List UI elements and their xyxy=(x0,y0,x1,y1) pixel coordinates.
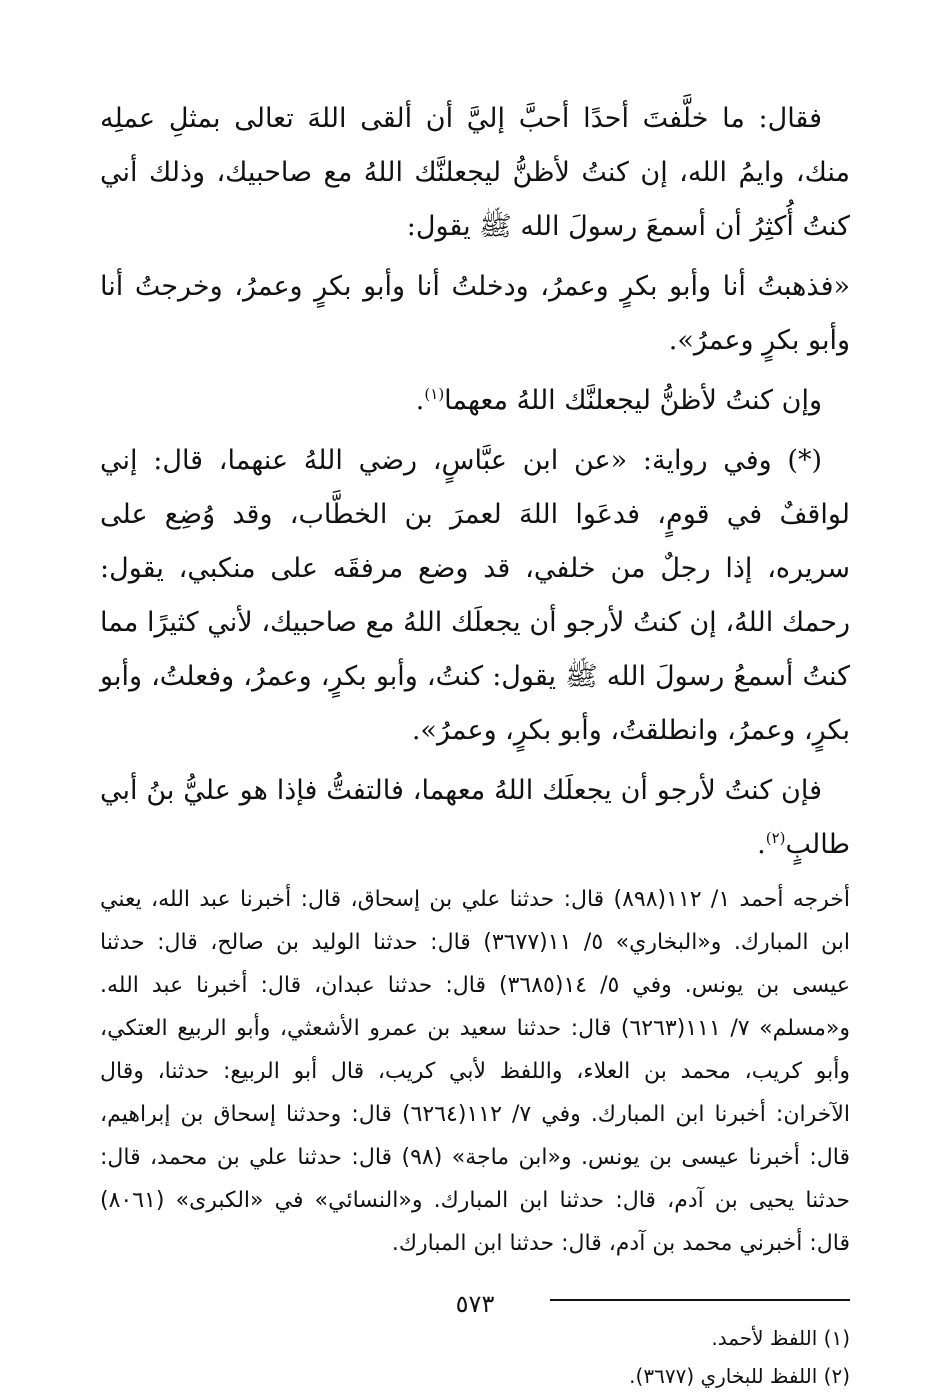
takhrij-section xyxy=(100,878,850,1265)
paragraph-2-text: وإن كنتُ لأظنُّ ليجعلنَّك اللهُ معهما xyxy=(444,385,822,416)
paragraph-4-end: . xyxy=(757,829,766,860)
quote-paragraph: «فذهبتُ أنا وأبو بكرٍ وعمرُ، ودخلتُ أنا وأبو بكرٍ وعمرُ، وخرجتُ أنا وأبو بكرٍ وعمرُ». xyxy=(100,271,850,356)
footnote-2: (٢) اللفظ للبخاري (٣٦٧٧). xyxy=(629,1364,850,1388)
footnote-ref-1: (١) xyxy=(424,385,445,403)
paragraph-4-text: فإن كنتُ لأرجو أن يجعلَك اللهُ معهما، فالتفتُّ فإذا هو عليُّ بنُ أبي طالبٍ xyxy=(100,775,850,860)
page xyxy=(100,92,851,1388)
footnote-ref-2: (٢) xyxy=(765,829,786,847)
takhrij-text: أخرجه أحمد ١/ ١١٢(٨٩٨) قال: حدثنا علي بن إسحاق، قال: أخبرنا عبد الله، يعني ابن المبارك. و«البخاري» ٥/ ١١(٣٦٧٧) قال: حدثنا الوليد بن صالح، قال: حدثنا عيسى بن يونس. وفي ٥/ ١٤(٣٦٨٥) قال: حدثنا عبدان، قال: أخبرنا عبد الله. و«مسلم» ٧/ ١١١(٦٢٦٣) قال: حدثنا سعيد بن عمرو الأشعثي، وأبو الربيع العتكي، وأبو كريب، محمد بن العلاء، واللفظ لأبي كريب، قال أبو الربيع: حدثنا، وقال الآخران: أخبرنا ابن المبارك. وفي ٧/ ١١٢(٦٢٦٤) قال: وحدثنا إسحاق بن إبراهيم، قال: أخبرنا عيسى بن يونس. و«ابن ماجة» (٩٨) قال: حدثنا علي بن محمد، قال: حدثنا يحيى بن آدم، قال: حدثنا ابن المبارك. و«النسائي» في «الكبرى» (٨٠٦١) قال: أخبرني محمد بن آدم، قال: حدثنا ابن المبارك. xyxy=(100,887,851,1256)
main-text xyxy=(100,92,850,872)
footnote-1: (١) اللفظ لأحمد. xyxy=(711,1326,850,1350)
paragraph-4 xyxy=(100,764,850,872)
paragraph-2 xyxy=(100,374,850,428)
paragraph-1: فقال: ما خلَّفتَ أحدًا أحبَّ إليَّ أن ألقى اللهَ تعالى بمثلِ عملِه منك، وايمُ الله، إن كنتُ لأظنُّ ليجعلنَّك اللهُ مع صاحبيك، وذلك أني كنتُ أُكثِرُ أن أسمعَ رسولَ الله ﷺ يقول: xyxy=(100,103,850,242)
paragraph-3: (*) وفي رواية: «عن ابن عبَّاسٍ، رضي اللهُ عنهما، قال: إني لواقفٌ في قومٍ، فدعَوا اللهَ لعمرَ بن الخطَّاب، وقد وُضِع على سريره، إذا رجلٌ من خلفي، قد وضع مرفقَه على منكبي، يقول: رحمك اللهُ، إن كنتُ لأرجو أن يجعلَك اللهُ مع صاحبيك، لأني كثيرًا مما كنتُ أسمعُ رسولَ الله ﷺ يقول: كنتُ، وأبو بكرٍ، وعمرُ، وفعلتُ، وأبو بكرٍ، وعمرُ، وانطلقتُ، وأبو بكرٍ، وعمرُ». xyxy=(100,445,850,746)
page-number: ٥٧٣ xyxy=(455,1290,495,1318)
paragraph-2-end: . xyxy=(415,385,425,416)
footnotes xyxy=(100,1319,850,1395)
